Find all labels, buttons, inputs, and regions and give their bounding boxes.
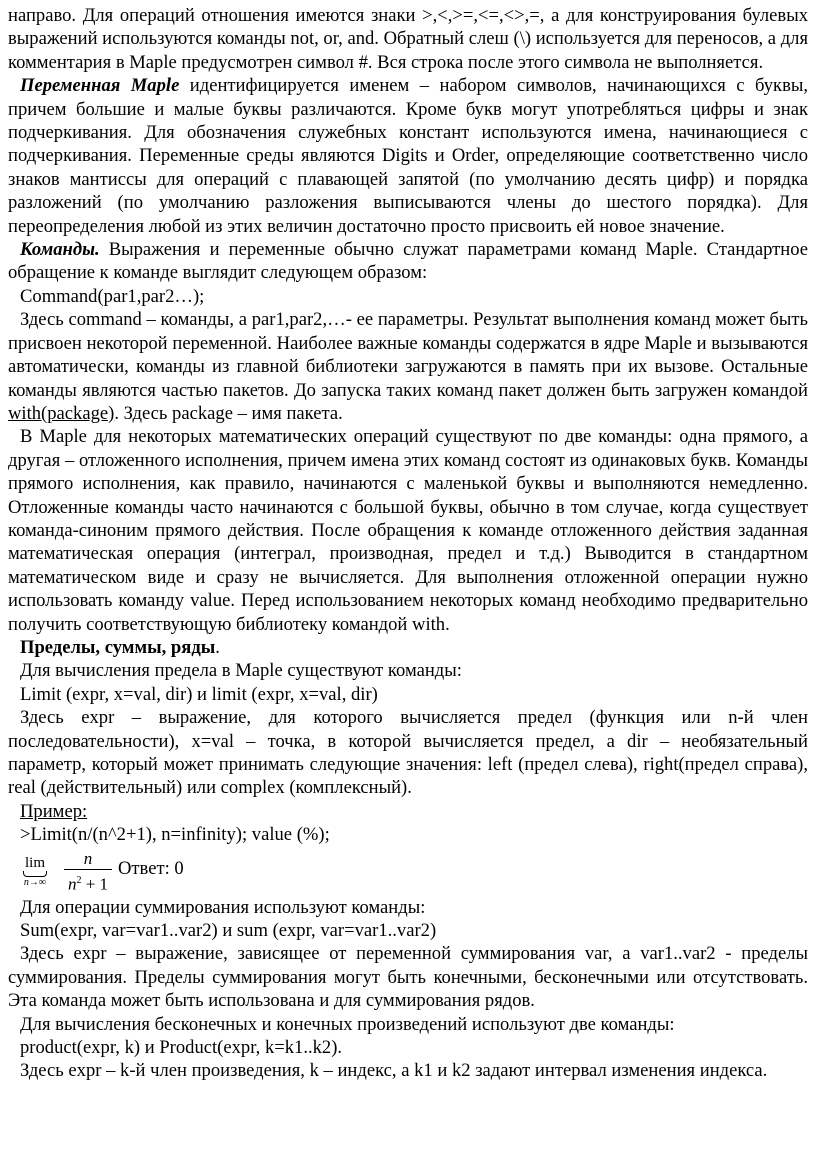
sum-syntax: Sum(expr, var=var1..var2) и sum (expr, var=var1..var2)	[20, 920, 437, 942]
product-syntax: product(expr, k) и Product(expr, k=k1..k2).	[20, 1037, 343, 1059]
fraction: n $n^2 + 1$	[64, 849, 112, 896]
denominator: $n^2 + 1$	[67, 874, 109, 894]
paragraph-product-intro: Для вычисления бесконечных и конечных произведений используют две команды:	[20, 1013, 675, 1035]
limit-syntax: Limit (expr, x=val, dir) и limit (expr, x=val, dir)	[20, 683, 378, 705]
formula-answer: Ответ: 0	[118, 857, 184, 879]
command-syntax: Command(par1,par2…);	[20, 285, 205, 307]
paragraph-command-details: Здесь command – команды, а par1,par2,…- ее параметры. Результат выполнения команд может быть присвоен некоторой переменной. Наиболее важные команды содержатся в ядре Maple и вызываются автоматически, команды из главной библиотеки загружаются в память при их вызове. Остальные команды являются частью пакетов. До запуска таких команд пакет должен быть загружен командой with(package). Здесь package – имя пакета.	[8, 309, 808, 424]
limit-formula	[8, 849, 808, 893]
paragraph-limit-intro: Для вычисления предела в Maple существуют команды:	[20, 660, 462, 682]
paragraph-inert-commands: В Maple для некоторых математических операций существуют по две команды: одна прямого, а другая – отложенного исполнения, причем имена этих команд состоят из одинаковых букв. Команды прямого исполнения, как правило, начинаются с маленькой буквы и выполняются немедленно. Отложенные команды часто начинаются с большой буквы, обычно в том случае, когда существует команда-синоним прямого действия. После обращения к команде отложенного действия заданная математическая операция (интеграл, производная, предел и т.д.) Выводится в стандартном математическом виде и сразу не вычисляется. Для выполнения отложенной операции нужно использовать команду value. Перед использованием некоторых команд необходимо предварительно получить соответствующую библиотеку командой with.	[8, 426, 808, 635]
limit-operator: lim n→∞	[23, 854, 47, 888]
paragraph-limit-params: Здесь expr – выражение, для которого вычисляется предел (функция или n-й член последовательности), x=val – точка, в которой вычисляется предел, а dir – необязательный параметр, который может принимать следующие значения: left (предел слева), right(предел справа), real (действительный) или complex (комплексный).	[8, 707, 808, 799]
example-label: Пример:	[20, 800, 88, 822]
with-package-term: with(package)	[8, 402, 115, 424]
section-heading-limits: Пределы, суммы, ряды.	[20, 636, 220, 658]
example-command: >Limit(n/(n^2+1), n=infinity); value (%);	[20, 824, 330, 846]
term-commands: Команды.	[20, 239, 100, 261]
paragraph-sum-intro: Для операции суммирования используют команды:	[20, 896, 426, 918]
paragraph-sum-params: Здесь expr – выражение, зависящее от переменной суммирования var, а var1..var2 - пределы суммирования. Пределы суммирования могут быть конечными, бесконечными или отсутствовать. Эта команда может быть использована и для суммирования рядов.	[8, 943, 808, 1012]
paragraph-variables: Переменная Maple идентифицируется именем – набором символов, начинающихся с буквы, причем большие и малые буквы различаются. Кроме букв могут употребляться цифры и знак подчеркивания. Для обозначения служебных констант используются имена, начинающиеся с подчеркивания. Переменные среды являются Digits и Order, определяющие соответственно число знаков мантиссы для операций с плавающей запятой (по умолчанию десять цифр) и порядка разложений (по умолчанию разложения выписываются члены до шестого порядка). Для переопределения любой из этих величин достаточно просто присвоить ей новое значение.	[8, 75, 808, 237]
paragraph-operators: направо. Для операций отношения имеются знаки >,<,>=,<=,<>,=, а для конструирования булевых выражений используются команды not, or, and. Обратный слеш (\) используется для переносов, а для комментария в Maple предусмотрен символ #. Вся строка после этого символа не выполняется.	[8, 5, 808, 73]
term-maple-variable: Переменная Maple	[20, 75, 180, 97]
paragraph-commands: Команды. Выражения и переменные обычно служат параметрами команд Maple. Стандартное обращение к команде выглядит следующем образом:	[8, 239, 808, 284]
paragraph-product-params: Здесь expr – k-й член произведения, k – индекс, а k1 и k2 задают интервал изменения индекса.	[20, 1060, 768, 1082]
